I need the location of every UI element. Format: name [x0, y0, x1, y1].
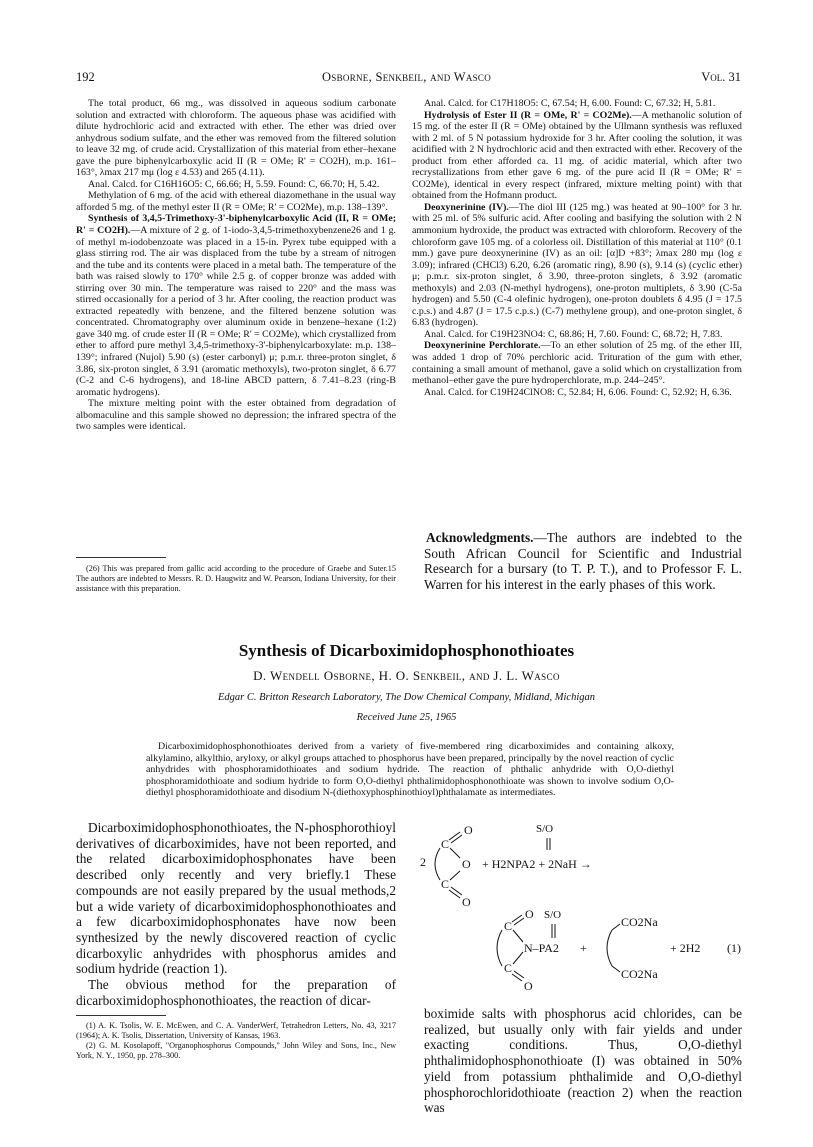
- paragraph: Methylation of 6 mg. of the acid with ethereal diazomethane in the usual way afforded 5 mg. of the methyl ester II (R = OMe; R' = CO2Me), m.p. 138–139°.: [76, 190, 396, 213]
- ring-bracket-icon: [435, 848, 440, 880]
- atom-label: C: [504, 919, 513, 933]
- footnote: (1) A. K. Tsolis, W. E. McEwen, and C. A. VanderWerf, Tetrahedron Letters, No. 43, 3217 (1964); A. K. Tsolis, Dissertation, University of Kansas, 1963.: [76, 1021, 396, 1041]
- double-bond-icon: [451, 887, 462, 895]
- abstract: Dicarboximidophosphonothioates derived from a variety of five-membered ring dicarboximides and containing alkoxy, alkylamino, alkylthio, aryloxy, or alkyl groups attached to phosphorus have been prepared, principally by the novel reaction of cyclic anhydrides with phosphoramidothioates and sodium hydride. The reaction of phthalic anhydride with O,O-diethyl phosphoramidothioate and sodium hydride to form O,O-diethyl phthalimidophosphonothioate was shown to involve sodium O,O-diethyl phosphoramidothioate and disodium N-(diethoxyphosphinothioyl)phthalamate as intermediates.: [146, 741, 674, 799]
- body-right-column: [424, 1006, 742, 1116]
- article-affiliation: Edgar C. Britton Research Laboratory, The Dow Chemical Company, Midland, Michigan: [217, 692, 595, 703]
- article-title: Synthesis of Dicarboximidophosphonothioates: [238, 641, 575, 660]
- footnote: (26) This was prepared from gallic acid according to the procedure of Graebe and Suter.15 The authors are indebted to Messrs. R. D. Haugwitz and W. Pearson, Indiana University, for their assistance with this preparation.: [76, 564, 396, 594]
- received-date: Received June 25, 1965: [356, 712, 457, 723]
- paragraph: The obvious method for the preparation of dicarboximidophosphonothioates, the reaction of dicar-: [76, 977, 396, 1008]
- section-heading: Acknowledgments.: [426, 530, 534, 545]
- ring-bracket-icon: [607, 930, 612, 966]
- paragraph: Hydrolysis of Ester II (R = OMe, R' = CO2Me).—A methanolic solution of 15 mg. of the ester II (R = OMe) obtained by the Ullmann synthesis was refluxed with 2 ml. of 5 N potassium hydroxide for 3 hr. After cooling the solution, it was acidified with 2 N hydrochloric acid and then extracted with ether. Recovery of the product from ether afforded ca. 11 mg. of acidic material, which after two recrystallizations from ether gave 6 mg. of the pure acid II (R = OMe; R' = CO2Me), identical in every respect (infrared, mixture melting point) with that obtained from the Hofmann product.: [412, 109, 742, 202]
- carboxylate-label: CO2Na: [621, 915, 658, 929]
- paragraph: Synthesis of 3,4,5-Trimethoxy-3'-biphenylcarboxylic Acid (II, R = OMe; R' = CO2H).—A mixture of 2 g. of 1-iodo-3,4,5-trimethoxybenzene26 and 1 g. of methyl m-iodobenzoate was placed in a 15-in. Pyrex tube equipped with a glass stirring rod. The air was displaced from the tube by a stream of nitrogen and the tube and its contents were placed in a metal bath. The temperature of the bath was raised slowly to 170° while 2.5 g. of copper bronze was added with stirring over 30 min. The temperature was raised to 220° and the mass was stirred occasionally for a period of 3 hr. After cooling, the reaction product was extracted repeatedly with benzene, and the filtered benzene solution was concentrated. Chromatography over aluminum oxide in benzene–hexane (1:2) gave 340 mg. of crude ester II (R = OMe; R' = CO2Me), which crystallized from ether to afford pure methyl 3,4,5-trimethoxy-3'-biphenylcarboxylate: m.p. 138–139°; infrared (Nujol) 5.90 (s) (ester carbonyl) μ; p.m.r. three-proton singlet, δ 3.86, six-proton singlet, δ 3.91 (aromatic methoxyls), two-proton singlet, δ 6.77 (C-2 and C-6 hydrogens), and 18-line ABCD pattern, δ 7.41–8.23 (ring-B aromatic hydrogens).: [76, 213, 396, 398]
- single-bond-icon: [450, 871, 460, 880]
- atom-label: O: [462, 857, 471, 871]
- left-experimental-column: [76, 98, 396, 433]
- section-heading: Hydrolysis of Ester II (R = OMe, R' = CO2Me).: [424, 109, 632, 121]
- paragraph: Dicarboximidophosphonothioates, the N-phosphorothioyl derivatives of dicarboximides, have not been reported, and the related dicarboximidophosphonates have been described only recently and very briefly.1 These compounds are not easily prepared by the usual methods,2 but a wide variety of dicarboximidophosphonothioates and a few dicarboximidophosphonates have now been synthesized by the newly discovered reaction of cyclic dicarboxylic anhydrides with phosphorus amides and sodium hydride (reaction 1).: [76, 820, 396, 977]
- stoichiometric-coefficient: 2: [420, 855, 426, 869]
- single-bond-icon: [513, 930, 523, 942]
- paragraph: Deoxynerinine Perchlorate.—To an ether solution of 25 mg. of the ether III, was added 1 drop of 70% perchloric acid. Trituration of the gum with ether, containing a small amount of methanol, gave a solid which on crystallization from methanol–ether gave the pure hydroperchlorate, m.p. 244–245°.: [412, 340, 742, 387]
- volume-label: Vol. 31: [701, 70, 741, 84]
- carboxylate-label: CO2Na: [621, 967, 658, 981]
- footnote-divider: [76, 557, 166, 558]
- atom-label: C: [504, 961, 513, 975]
- footnote-divider: [76, 1015, 166, 1016]
- s-o-label: S/O: [536, 823, 554, 835]
- page-number: 192: [76, 70, 95, 84]
- double-bond-icon: [449, 832, 460, 840]
- single-bond-icon: [612, 924, 620, 930]
- plus-sign: +: [580, 941, 587, 955]
- single-bond-icon: [513, 952, 523, 964]
- atom-label: O: [462, 895, 471, 909]
- paragraph: Anal. Calcd. for C16H16O5: C, 66.66; H, 5.59. Found: C, 66.70; H, 5.42.: [88, 178, 380, 190]
- footnote: (2) G. M. Kosolapoff, "Organophosphorus Compounds," John Wiley and Sons, Inc., New York, N. Y., 1950, pp. 278–300.: [76, 1041, 396, 1061]
- single-bond-icon: [612, 966, 620, 972]
- body-left-column: [76, 820, 396, 1008]
- running-title: Osborne, Senkbeil, and Wasco: [321, 70, 492, 84]
- paragraph: boximide salts with phosphorus acid chlorides, can be realized, but usually only with fair yields and under exacting conditions. Thus, O,O-diethyl phthalimidophosphonothioate (I) was obtained in 50% yield from potassium phthalimide and O,O-diethyl phosphorochloridothioate (reaction 2) when the reaction was: [424, 1006, 742, 1116]
- reaction-scheme: [420, 818, 750, 1004]
- acknowledgments: Acknowledgments.—The authors are indebted to the South African Council for Scientific and Industrial Research for a bursary (to T. P. T.), and to Professor F. L. Warren for his interest in the early phases of this work.: [424, 530, 742, 593]
- atom-label: N–PA2: [524, 941, 559, 955]
- s-o-label: S/O: [544, 909, 562, 921]
- right-experimental-column: [412, 98, 742, 398]
- paragraph: Deoxynerinine (IV).—The diol III (125 mg.) was heated at 90–100° for 3 hr. with 25 ml. of 5% sulfuric acid. After cooling and basifying the solution with 2 N ammonium hydroxide, the product was extracted with chloroform. Recovery of the chloroform gave 105 mg. of a colorless oil. Distillation of this material at 110° (0.1 mm.) gave pure deoxynerinine (IV) as an oil: [α]D +83°; λmax 280 mμ (log ε 3.09); infrared (CHCl3) 6.20, 6.26 (aromatic ring), 8.90 (s), 9.14 (s) (cyclic ether) μ; p.m.r. six-proton singlet, δ 3.90, three-proton singlets, δ 3.92 (aromatic methoxyls) and 2.03 (N-methyl hydrogens), one-proton multiplets, δ 3.90 (C-5a hydrogen) and 5.50 (C-4 olefinic hydrogen), one-proton doublets δ 4.95 (J = 17.5 c.p.s.) and 4.87 (J = 17.5 c.p.s.) (C-7) methylene group), and one-proton singlet, δ 6.83 (hydrogen).: [412, 201, 742, 329]
- byproduct-text: + 2H2: [670, 941, 701, 955]
- footnotes: [76, 1021, 396, 1061]
- single-bond-icon: [450, 848, 460, 858]
- paragraph: Anal. Calcd. for C19H23NO4: C, 68.86; H, 7.60. Found: C, 68.72; H, 7.83.: [424, 328, 723, 340]
- atom-label: O: [464, 823, 473, 837]
- section-heading: Synthesis of 3,4,5-Trimethoxy-3'-biphenylcarboxylic Acid (II, R = OMe; R' = CO2H).: [76, 213, 396, 237]
- reaction-number: (1): [727, 941, 741, 955]
- double-bond-icon: [451, 835, 462, 843]
- atom-label: O: [525, 907, 534, 921]
- section-heading: Deoxynerinine (IV).: [424, 201, 509, 213]
- atom-label: C: [441, 837, 450, 851]
- article-authors: D. Wendell Osborne, H. O. Senkbeil, and J. L. Wasco: [253, 668, 560, 683]
- reagents-text: + H2NPA2 + 2NaH →: [482, 857, 592, 871]
- atom-label: O: [524, 979, 533, 993]
- section-heading: Deoxynerinine Perchlorate.: [424, 340, 541, 352]
- paragraph: Anal. Calcd. for C17H18O5: C, 67.54; H, 6.00. Found: C, 67.32; H, 5.81.: [424, 98, 716, 109]
- ring-bracket-icon: [497, 930, 502, 966]
- atom-label: C: [441, 877, 450, 891]
- paragraph: Anal. Calcd. for C19H24ClNO8: C, 52.84; H, 6.06. Found: C, 52.92; H, 6.36.: [424, 386, 732, 398]
- double-bond-icon: [449, 890, 460, 898]
- paragraph: The mixture melting point with the ester obtained from degradation of albomaculine and this sample showed no depression; the infrared spectra of the two samples were identical.: [76, 398, 396, 433]
- paragraph: The total product, 66 mg., was dissolved in aqueous sodium carbonate solution and extracted with chloroform. The aqueous phase was acidified with dilute hydrochloric acid and extracted with ether. The ether was dried over anhydrous sodium sulfate, and the ether was removed from the filtered solution to leave 32 mg. of crude acid. Crystallization of this material from ether–hexane gave the pure biphenylcarboxylic acid II (R = OMe; R' = CO2H), m.p. 161–163°, λmax 217 mμ (log ε 4.53) and 265 (4.11).: [76, 98, 396, 179]
